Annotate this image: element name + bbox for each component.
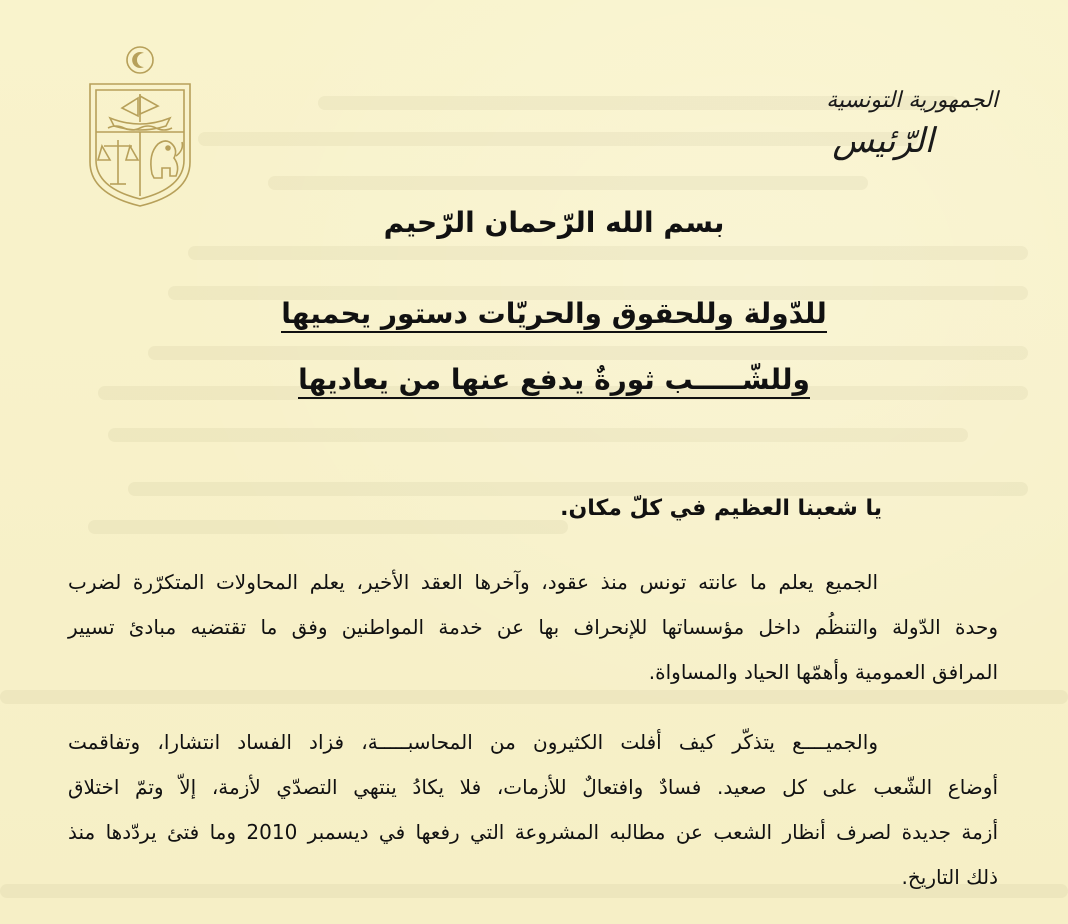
motto-line-2-text: وللشّـــــب ثورةٌ يدفع عنها من يعاديها [298,362,810,399]
bleed-through-line [188,246,1028,260]
motto-line-2 [0,362,1068,399]
motto-line-1-text: للدّولة وللحقوق والحريّات دستور يحميها [281,296,826,333]
bleed-through-line [268,176,868,190]
paragraph-line: وحدة الدّولة والتنظُم داخل مؤسساتها للإنحراف بها عن خدمة المواطنين وفق ما تقتضيه مبادئ تسيير [68,615,998,639]
bleed-through-line [88,520,568,534]
paragraph-line: أوضاع الشّعب على كل صعيد. فسادٌ وافتعالٌ للأزمات، فلا يكادُ ينتهي التصدّي لأزمة، إلاّ وتمّ اختلاق [68,775,998,799]
motto-line-1 [0,296,1068,333]
paragraph-2 [68,720,998,900]
bleed-through-line [108,428,968,442]
paragraph-line: المرافق العمومية وأهمّها الحياد والمساواة. [648,660,998,684]
basmala-heading: بسم الله الرّحمان الرّحيم [383,206,725,239]
salutation: يا شعبنا العظيم في كلّ مكان. [560,496,882,521]
bleed-through-line [148,346,1028,360]
paragraph-line: ذلك التاريخ. [901,865,998,889]
paragraph-line: الجميع يعلم ما عانته تونس منذ عقود، وآخرها العقد الأخير، يعلم المحاولات المتكرّرة لضرب [68,570,878,594]
paragraph-1 [68,560,998,695]
tunisia-coat-of-arms-icon [86,44,194,208]
paragraph-line: أزمة جديدة لصرف أنظار الشعب عن مطالبه المشروعة التي رفعها في ديسمبر 2010 وما فتئ يردّدها منذ [68,820,998,844]
letterhead [698,88,998,161]
republic-title: الجمهورية التونسية [826,88,998,113]
president-title: الرّئيس [832,121,934,161]
bleed-through-line [128,482,1028,496]
paragraph-line: والجميــــع يتذكّر كيف أفلت الكثيرون من المحاسبـــــة، فزاد الفساد انتشارا، وتفاقمت [68,730,878,754]
